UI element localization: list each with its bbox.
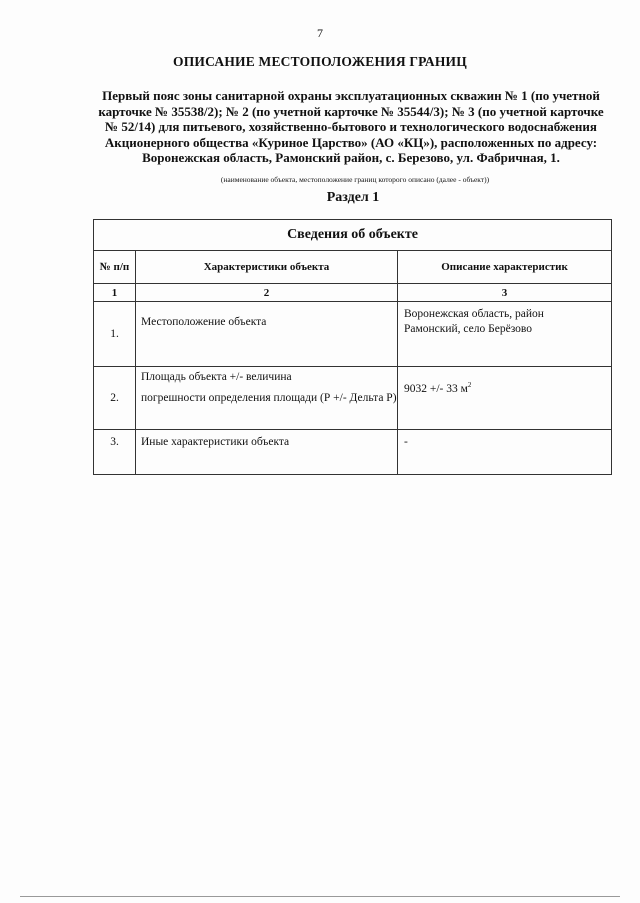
object-description-line: карточке № 35538/2); № 2 (по учетной карточке № 35544/3); № 3 (по учетной карточке (98, 103, 604, 119)
row-characteristic: Местоположение объекта (136, 302, 398, 367)
object-caption: (наименование объекта, местоположение границ которого описано (далее - объект)) (220, 175, 490, 184)
header-number: № п/п (94, 251, 136, 284)
header-description: Описание характеристик (398, 251, 612, 284)
row-description-line: Рамонский, село Берёзово (404, 323, 533, 335)
row-description (398, 302, 612, 367)
row-number: 2. (94, 367, 136, 430)
row-number: 1. (94, 302, 136, 367)
table-row (94, 430, 612, 475)
area-value: 9032 +/- 33 м (404, 382, 468, 395)
page-number: 7 (317, 26, 323, 40)
row-characteristic-line: погрешности определения площади (Р +/- Дельта Р) (141, 392, 397, 404)
column-number: 2 (136, 284, 398, 302)
table-caption-row (94, 220, 612, 251)
object-description-line: Воронежская область, Рамонский район, с. Березово, ул. Фабричная, 1. (142, 150, 560, 166)
area-unit-superscript: 2 (467, 381, 472, 389)
bottom-rule (20, 896, 620, 897)
row-description: - (398, 430, 612, 475)
column-number-row (94, 284, 612, 302)
row-characteristic (136, 367, 398, 430)
object-description-line: № 52/14) для питьевого, хозяйственно-бытового и технологического водоснабжения (105, 119, 597, 135)
row-characteristic-line: Площадь объекта +/- величина (141, 371, 292, 383)
section-title: Раздел 1 (326, 190, 380, 205)
header-characteristic: Характеристики объекта (136, 251, 398, 284)
column-number: 3 (398, 284, 612, 302)
row-description-line: Воронежская область, район (404, 308, 544, 320)
table-caption: Сведения об объекте (94, 220, 612, 251)
row-characteristic: Иные характеристики объекта (136, 430, 398, 475)
column-number: 1 (94, 284, 136, 302)
table-row (94, 302, 612, 367)
row-number: 3. (94, 430, 136, 475)
object-description-line: Акционерного общества «Куриное Царство» (АО «КЦ»), расположенных по адресу: (104, 134, 598, 150)
object-info-table (93, 219, 612, 475)
object-description (92, 88, 610, 166)
table-header-row (94, 251, 612, 284)
document-title: ОПИСАНИЕ МЕСТОПОЛОЖЕНИЯ ГРАНИЦ (173, 54, 467, 69)
row-description (398, 367, 612, 430)
table-row (94, 367, 612, 430)
object-description-line: Первый пояс зоны санитарной охраны эксплуатационных скважин № 1 (по учетной (102, 88, 600, 103)
